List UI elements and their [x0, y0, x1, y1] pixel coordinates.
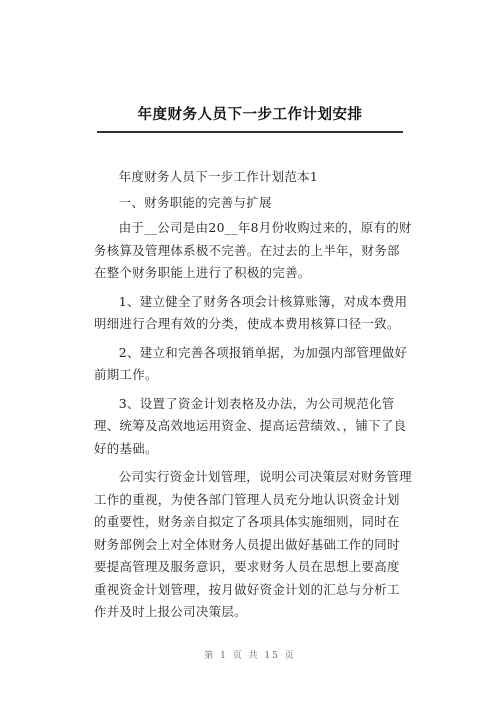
paragraph: 公司实行资金计划管理，说明公司决策层对财务管理工作的重视，为使各部门管理人员充分地认识资金计划的重要性，财务亲自拟定了各项具体实施细则，同时在财务部例会上对全体财务人员提出做好基础工作的同时要提高管理及服务意识，要求财务人员在思想上要高度重视资金计划管理，按月做好资金计划的汇总与分析工作并及时上报公司决策层。 [94, 469, 412, 619]
title-divider [97, 131, 403, 133]
section-heading: 年度财务人员下一步工作计划范本1 [118, 169, 319, 184]
subsection-heading: 一、财务职能的完善与扩展 [118, 194, 272, 210]
paragraph: 2、建立和完善各项报销单据，为加强内部管理做好前期工作。 [94, 344, 408, 382]
paragraph: 由于__公司是由20__年8月份收购过来的，原有的财务核算及管理体系极不完善。在过去的上半年，财务部在整个财务职能上进行了积极的完善。 [94, 220, 412, 280]
paragraph: 3、设置了资金计划表格及办法，为公司规范化管理、统筹及高效地运用资金、提高运营绩效、，铺下了良好的基础。 [94, 395, 407, 456]
document-body [94, 166, 412, 630]
paragraph: 1、建立健全了财务各项会计核算账簿，对成本费用明细进行合理有效的分类，使成本费用核算口径一致。 [94, 293, 408, 331]
document-title: 年度财务人员下一步工作计划安排 [137, 107, 363, 123]
page-number-footer: 第 1 页 共 15 页 [204, 651, 296, 661]
